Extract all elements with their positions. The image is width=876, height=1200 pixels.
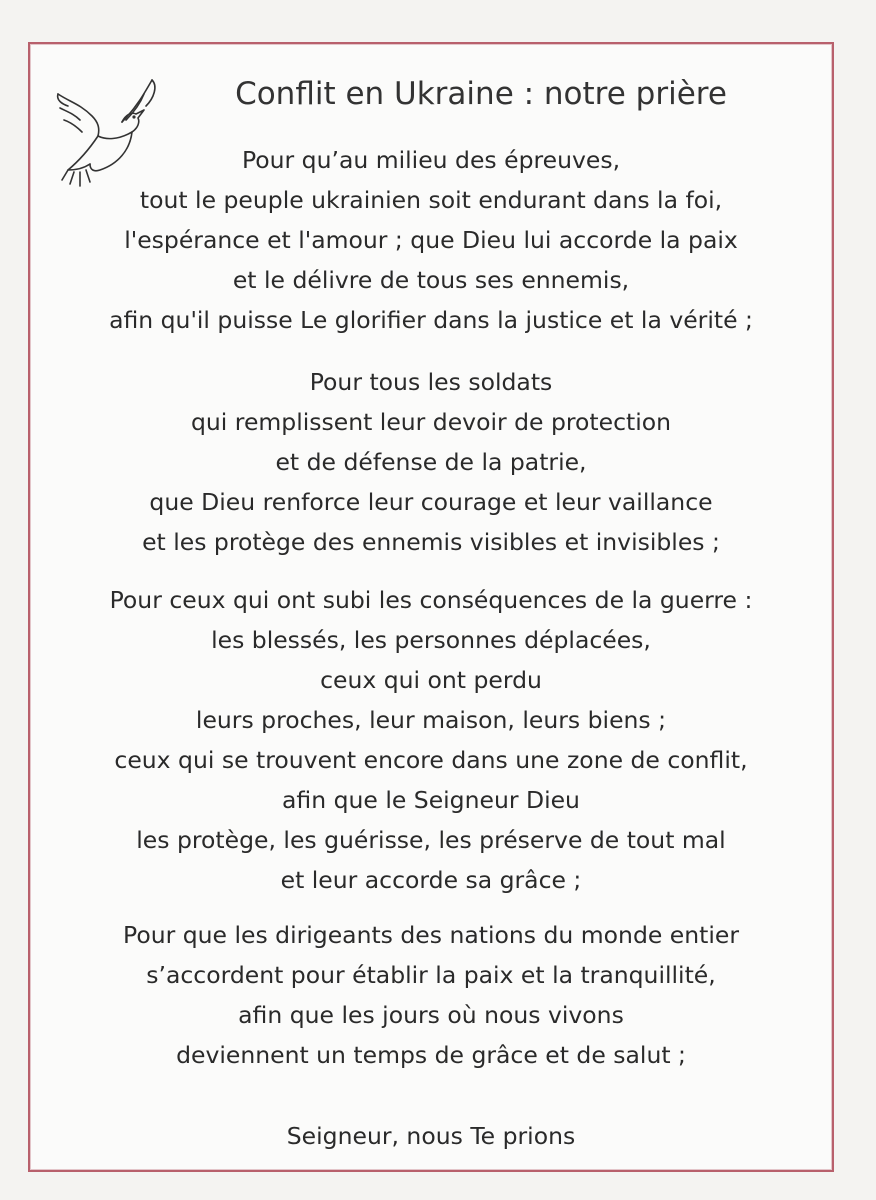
- stanza-line: et le délivre de tous ses ennemis,: [232, 266, 630, 294]
- stanza-line: ceux qui ont perdu: [320, 666, 542, 694]
- stanza-world-leaders: [30, 915, 832, 1075]
- stanza-war-victims: [30, 580, 832, 900]
- stanza-line: et les protège des ennemis visibles et invisibles ;: [142, 528, 720, 556]
- stanza-line: afin qu'il puisse Le glorifier dans la justice et la vérité ;: [109, 306, 753, 334]
- stanza-line: Pour qu’au milieu des épreuves,: [241, 146, 621, 174]
- page-title: Conflit en Ukraine : notre prière: [235, 76, 727, 112]
- stanza-line: qui remplissent leur devoir de protection: [190, 408, 672, 436]
- stanza-line: afin que les jours où nous vivons: [238, 1001, 624, 1029]
- stanza-line: leurs proches, leur maison, leurs biens ;: [195, 706, 667, 734]
- stanza-ukrainian-people: [30, 140, 832, 340]
- stanza-line: Pour tous les soldats: [309, 368, 553, 396]
- stanza-soldiers: [30, 362, 832, 562]
- stanza-line: et de défense de la patrie,: [275, 448, 587, 476]
- stanza-line: Pour que les dirigeants des nations du monde entier: [122, 921, 740, 949]
- stanza-line: ceux qui se trouvent encore dans une zone de conflit,: [114, 746, 748, 774]
- stanza-line: afin que le Seigneur Dieu: [282, 786, 580, 814]
- stanza-line: l'espérance et l'amour ; que Dieu lui accorde la paix: [124, 226, 738, 254]
- prayer-card: [28, 42, 834, 1172]
- stanza-line: que Dieu renforce leur courage et leur vaillance: [149, 488, 713, 516]
- closing-line: Seigneur, nous Te prions: [286, 1122, 576, 1150]
- stanza-line: les protège, les guérisse, les préserve de tout mal: [136, 826, 726, 854]
- stanza-line: et leur accorde sa grâce ;: [280, 866, 582, 894]
- stanza-line: les blessés, les personnes déplacées,: [211, 626, 651, 654]
- stanza-line: tout le peuple ukrainien soit endurant dans la foi,: [139, 186, 723, 214]
- stanza-line: Pour ceux qui ont subi les conséquences de la guerre :: [109, 586, 753, 614]
- stanza-line: deviennent un temps de grâce et de salut ;: [176, 1041, 686, 1069]
- stanza-line: s’accordent pour établir la paix et la tranquillité,: [146, 961, 716, 989]
